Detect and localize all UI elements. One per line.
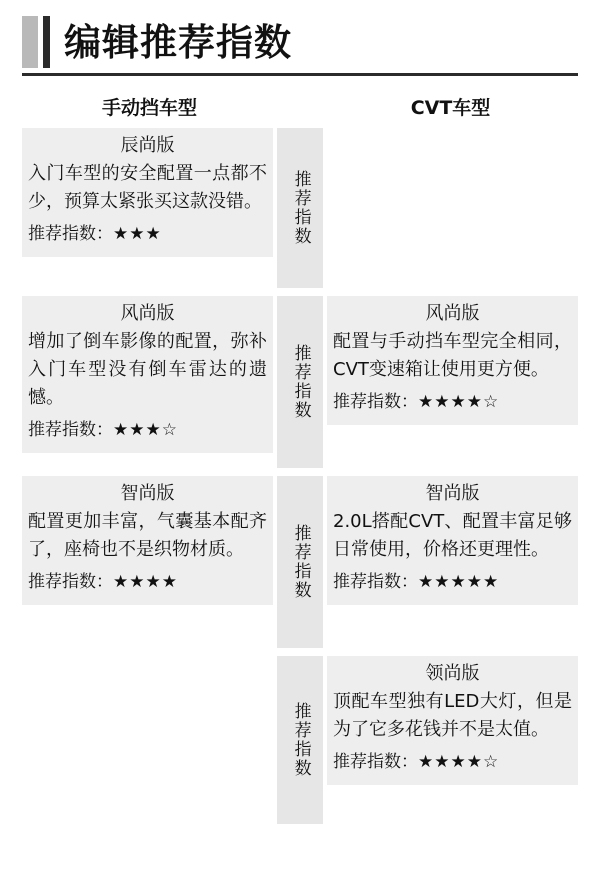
row-middle-label [277,128,323,288]
rating-stars: ★★★★ [113,571,178,592]
column-headers [0,84,600,128]
page-header [0,0,600,84]
rating-line [28,418,267,444]
header-divider [22,73,578,76]
trim-name: 领尚版 [425,663,480,684]
rating-stars: ★★★ [113,223,162,244]
middle-label-text: 推荐指数 [290,170,311,246]
table-row [22,656,578,830]
rating-label: 推荐指数： [333,751,418,772]
trim-description: 2.0L搭配CVT、配置丰富足够日常使用，价格还更理性。 [333,511,572,560]
rating-line [333,570,572,596]
rating-label: 推荐指数： [28,419,113,440]
rating-stars: ★★★★☆ [418,391,500,412]
trim-name: 智尚版 [425,483,480,504]
manual-trim-cell-empty [22,656,273,670]
rating-label: 推荐指数： [28,223,113,244]
trim-description: 入门车型的安全配置一点都不少，预算太紧张买这款没错。 [28,163,267,212]
row-middle-label [277,476,323,648]
rating-line [333,750,572,776]
cvt-trim-cell-empty [327,128,578,142]
rating-stars: ★★★★☆ [418,751,500,772]
row-middle-label [277,296,323,468]
trim-name: 风尚版 [120,303,175,324]
trim-name: 风尚版 [425,303,480,324]
middle-label-text: 推荐指数 [290,524,311,600]
row-middle-label [277,656,323,824]
rating-line [28,222,267,248]
cvt-trim-cell [327,476,578,605]
manual-trim-cell [22,128,273,257]
header-accent-bar-dark [43,16,50,68]
table-row [22,476,578,654]
table-row [22,128,578,294]
manual-trim-cell [22,296,273,453]
middle-label-text: 推荐指数 [290,344,311,420]
trim-description: 配置更加丰富，气囊基本配齐了，座椅也不是织物材质。 [28,511,267,560]
middle-label-text: 推荐指数 [290,702,311,778]
comparison-rows [0,128,600,830]
column-header-manual: 手动挡车型 [101,96,197,119]
trim-name: 智尚版 [120,483,175,504]
column-header-cvt: CVT车型 [410,96,491,119]
rating-stars: ★★★☆ [113,419,178,440]
page-title: 编辑推荐指数 [64,20,292,64]
trim-description: 配置与手动挡车型完全相同，CVT变速箱让使用更方便。 [333,331,572,380]
rating-stars: ★★★★★ [418,571,500,592]
header-accent-bar-grey [22,16,38,68]
trim-description: 增加了倒车影像的配置，弥补入门车型没有倒车雷达的遗憾。 [28,331,267,408]
table-row [22,296,578,474]
rating-label: 推荐指数： [333,391,418,412]
trim-name: 辰尚版 [120,135,175,156]
rating-label: 推荐指数： [28,571,113,592]
cvt-trim-cell [327,656,578,785]
rating-label: 推荐指数： [333,571,418,592]
rating-line [28,570,267,596]
rating-line [333,390,572,416]
cvt-trim-cell [327,296,578,425]
trim-description: 顶配车型独有LED大灯，但是为了它多花钱并不是太值。 [333,691,572,740]
manual-trim-cell [22,476,273,605]
